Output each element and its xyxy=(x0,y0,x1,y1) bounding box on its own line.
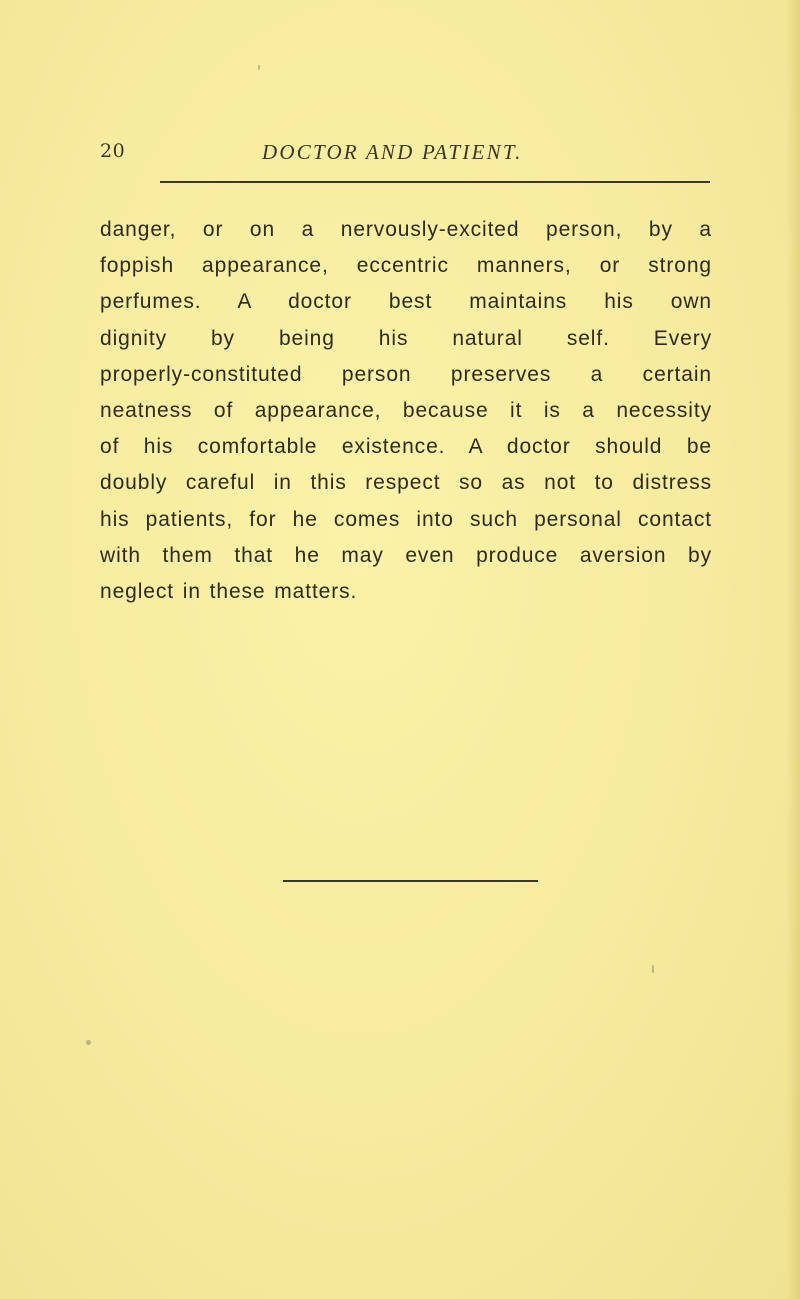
text-line: with them that he may even produce aversion by xyxy=(100,543,712,567)
paper-speck xyxy=(258,65,260,70)
text-line: foppish appearance, eccentric manners, or strong xyxy=(100,254,712,278)
text-line: properly-constituted person preserves a certain xyxy=(100,362,712,386)
paper-speck xyxy=(86,1040,91,1045)
text-line: his patients, for he comes into such personal contact xyxy=(100,507,712,531)
text-line: dignity by being his natural self. Every xyxy=(100,326,712,350)
paper-speck xyxy=(652,965,654,973)
text-line: perfumes. A doctor best maintains his own xyxy=(100,290,712,314)
text-line: neglect in these matters. xyxy=(100,580,358,604)
text-line: neatness of appearance, because it is a necessity xyxy=(100,399,712,423)
page-number: 20 xyxy=(100,140,126,162)
page-edge-shadow xyxy=(786,0,800,1299)
text-line: doubly careful in this respect so as not to distress xyxy=(100,471,712,495)
end-rule xyxy=(283,880,538,882)
body-paragraph xyxy=(100,212,712,610)
running-head: DOCTOR AND PATIENT. xyxy=(262,140,523,164)
page-header xyxy=(100,140,710,174)
text-line: of his comfortable existence. A doctor should be xyxy=(100,435,712,459)
text-line: danger, or on a nervously-excited person, by a xyxy=(100,218,712,241)
header-rule xyxy=(160,181,710,183)
